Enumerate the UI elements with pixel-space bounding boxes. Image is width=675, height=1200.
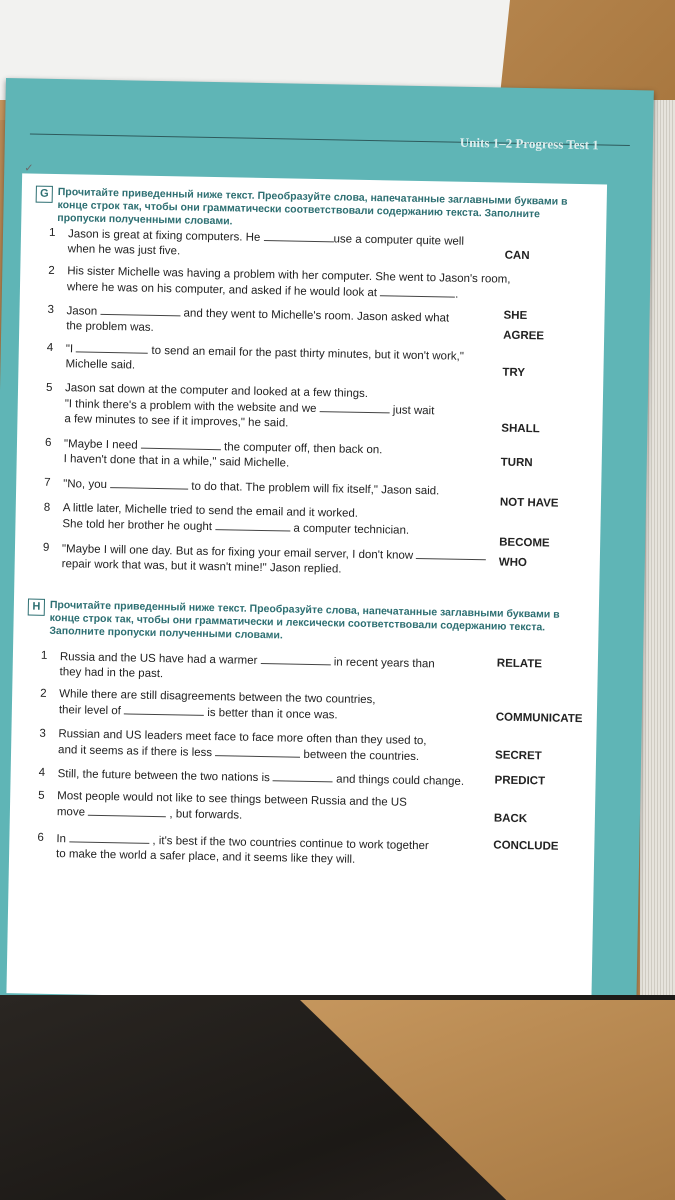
keyword: SHALL — [501, 422, 540, 436]
item-text — [58, 727, 514, 767]
section-letter: G — [36, 186, 53, 203]
item-number: 1 — [40, 649, 48, 662]
item-number: 9 — [42, 541, 50, 554]
answer-blank[interactable] — [141, 438, 221, 451]
exercise-panel — [6, 162, 607, 1004]
line-text: and they went to Michelle's room. Jason asked what — [180, 307, 450, 325]
line-text: to send an email for the past thirty minutes, but it won't work," — [148, 344, 464, 363]
book-page — [0, 78, 654, 1025]
keyword: BACK — [493, 812, 528, 826]
keyword: TURN — [500, 456, 533, 470]
item-number: 5 — [38, 789, 45, 802]
line-text: use a computer quite well — [333, 233, 465, 248]
item-line — [57, 766, 512, 791]
section-letter: H — [28, 599, 45, 616]
exercise-item — [40, 649, 511, 681]
line-text: just wait — [389, 404, 435, 418]
line-text: In — [56, 833, 70, 846]
item-number: 2 — [40, 687, 47, 700]
item-text — [62, 541, 518, 581]
keyword: CAN — [504, 249, 530, 263]
keyword: AGREE — [503, 329, 545, 343]
line-text: I haven't done that in a while," said Michelle. — [63, 453, 290, 470]
line-text: the computer off, then back on. — [220, 441, 383, 457]
line-text: , but forwards. — [166, 808, 243, 822]
exercise-item — [38, 766, 509, 788]
exercise-item — [45, 381, 516, 430]
keyword: CONCLUDE — [493, 839, 559, 853]
line-text: is better than it once was. — [203, 706, 338, 722]
line-text: She told her brother he ought — [62, 518, 216, 534]
item-text — [56, 831, 512, 871]
answer-blank[interactable] — [76, 341, 148, 353]
line-text: Jason is great at fixing computers. He — [67, 228, 264, 244]
line-text: where he was on his computer, and asked if he would look at — [66, 281, 381, 300]
line-text: "I think there's a problem with the website and we — [64, 398, 320, 416]
section-g — [36, 186, 596, 576]
line-text: "Maybe I will one day. But as for fixing your email server, I don't know — [61, 543, 417, 562]
line-text: and things could change. — [332, 773, 465, 788]
answer-blank[interactable] — [264, 230, 334, 242]
exercise-item — [40, 687, 510, 722]
exercise-item — [44, 476, 514, 498]
line-text: between the countries. — [300, 748, 420, 764]
line-text: "I — [65, 343, 77, 356]
item-text — [59, 687, 515, 727]
item-line — [63, 476, 518, 501]
item-text — [63, 476, 518, 501]
line-text: a computer technician. — [290, 522, 410, 537]
item-number: 6 — [44, 436, 52, 449]
line-text: His sister Michelle was having a problem with her computer. She went to Jason's room, — [67, 265, 511, 286]
item-text — [64, 381, 520, 436]
line-text: While there are still disagreements between the two countries, — [59, 688, 376, 707]
line-text: move — [56, 806, 89, 819]
item-text — [57, 766, 512, 791]
exercise-item — [39, 727, 510, 764]
line-text: "No, you — [63, 478, 111, 492]
keyword: COMMUNICATE — [495, 711, 583, 726]
line-text: they had in the past. — [59, 666, 164, 681]
line-text: Still, the future between the two nations is — [57, 768, 274, 785]
line-text: Jason — [66, 305, 101, 318]
answer-blank[interactable] — [380, 285, 455, 297]
line-text: their level of — [58, 704, 125, 718]
line-text: and it seems as if there is less — [57, 744, 216, 760]
line-text: repair work that was, but it wasn't mine!" Jason replied. — [61, 558, 342, 576]
line-text: to make the world a safer place, and it seems like they will. — [55, 848, 356, 866]
answer-blank[interactable] — [215, 519, 290, 531]
line-text: Michelle said. — [65, 358, 136, 372]
keyword: RELATE — [496, 657, 543, 671]
keyword: PREDICT — [494, 774, 546, 788]
line-text: in recent years than — [330, 656, 435, 671]
item-number: 3 — [39, 727, 46, 740]
item-text — [66, 303, 522, 343]
answer-blank[interactable] — [215, 745, 300, 758]
line-text: Russia and the US have had a warmer — [59, 651, 261, 667]
keyword: SHE — [503, 309, 528, 323]
answer-blank[interactable] — [416, 548, 486, 560]
item-text — [62, 501, 518, 541]
item-text — [65, 341, 521, 381]
line-text: . — [455, 288, 459, 301]
answer-blank[interactable] — [273, 770, 333, 782]
keyword: SECRET — [494, 749, 542, 763]
answer-blank[interactable] — [261, 653, 331, 665]
item-text — [64, 436, 520, 476]
exercise-item — [37, 831, 508, 866]
line-text: when he was just five. — [67, 243, 181, 258]
line-text: a few minutes to see if it improves," he said. — [64, 413, 289, 430]
answer-blank[interactable] — [320, 401, 390, 413]
exercise-item — [44, 436, 515, 470]
pencil-tick-mark: ✓ — [24, 162, 34, 175]
line-text: Russian and US leaders meet face to face more often than they used to, — [58, 728, 427, 748]
line-text: the problem was. — [66, 320, 154, 334]
item-number: 2 — [48, 264, 55, 277]
line-text: , it's best if the two countries continue to work together — [149, 834, 429, 853]
instructions: Прочитайте приведенный ниже текст. Преобразуйте слова, напечатанные заглавными буквами в конце строк так, чтобы они грамматически и лексически соответствовали содержанию текста. Заполните пропуски полученными словами. — [49, 598, 560, 642]
line-text: Jason sat down at the computer and looked at a few things. — [64, 382, 369, 401]
line-text: "Maybe I need — [63, 438, 142, 452]
answer-blank[interactable] — [100, 304, 180, 317]
line-text: Most people would not like to see things between Russia and the US — [57, 790, 407, 809]
exercise-item — [46, 341, 517, 372]
page-header — [460, 135, 599, 154]
answer-blank[interactable] — [110, 477, 188, 489]
keyword: NOT HAVE — [499, 496, 559, 510]
exercise-item — [43, 501, 514, 537]
answer-blank[interactable] — [69, 831, 149, 844]
item-number: 4 — [38, 766, 46, 779]
item-text — [67, 264, 523, 304]
item-number: 3 — [47, 303, 55, 316]
section-h — [28, 598, 588, 866]
item-number: 5 — [45, 381, 53, 394]
header-title: Units 1–2 Progress Test 1 — [459, 134, 599, 153]
item-number: 6 — [37, 831, 44, 844]
item-number: 7 — [44, 476, 51, 489]
keyword: WHO — [498, 556, 528, 570]
line-text: to do that. The problem will fix itself," Jason said. — [187, 480, 440, 498]
item-text — [59, 649, 515, 689]
answer-blank[interactable] — [124, 703, 204, 716]
exercise-item — [48, 264, 518, 301]
keyword: TRY — [502, 366, 526, 380]
keyword: BECOME — [499, 536, 550, 550]
line-text: A little later, Michelle tried to send the email and it worked. — [62, 502, 359, 520]
item-number: 1 — [48, 226, 56, 239]
exercise-item — [38, 789, 508, 822]
answer-blank[interactable] — [88, 805, 166, 817]
item-number: 8 — [43, 501, 51, 514]
item-number: 4 — [46, 341, 54, 354]
instructions: Прочитайте приведенный ниже текст. Преобразуйте слова, напечатанные заглавными буквами в конце строк так, чтобы они грамматически соответствовали содержанию текста. Заполните пропуски полученными словами. — [57, 186, 568, 228]
item-text — [57, 789, 513, 829]
